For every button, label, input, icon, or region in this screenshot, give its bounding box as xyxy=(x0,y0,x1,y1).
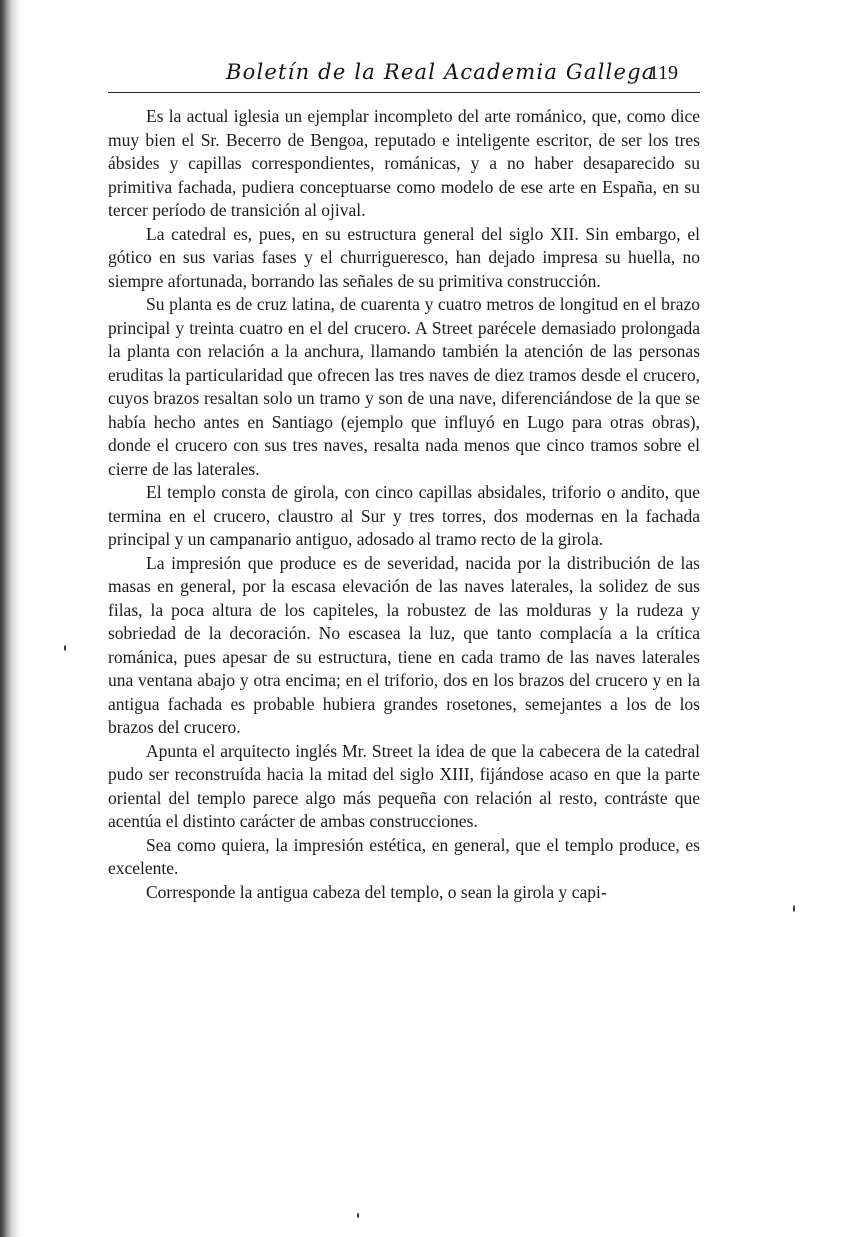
paragraph-8: Corresponde la antigua cabeza del templo, o sean la girola y capi- xyxy=(146,881,607,902)
body-text xyxy=(108,105,700,904)
paper-speck xyxy=(793,905,795,912)
paragraph-5: La impresión que produce es de severidad, nacida por la distribución de las masas en general, por la escasa elevación de las naves laterales, la solidez de sus filas, la poca altura de los capiteles, la robustez de las molduras y la rudeza y sobriedad de la decoración. No escasea la luz, que tanto complacía a la crítica románica, pues apesar de su estructura, tiene en cada tramo de las naves laterales una ventana abajo y otra encima; en el triforio, dos en los brazos del crucero y en la antigua fachada es probable hubiera grandes rosetones, semejantes a los de los brazos del crucero. xyxy=(108,552,700,737)
paragraph-4: El templo consta de girola, con cinco capillas absidales, triforio o andito, que termina en el crucero, claustro al Sur y tres torres, dos modernas en la fachada principal y un campanario antiguo, adosado al tramo recto de la girola. xyxy=(108,482,700,549)
paragraph-3: Su planta es de cruz latina, de cuarenta y cuatro metros de longitud en el brazo principal y treinta cuatro en el del crucero. A Street parécele demasiado prolongada la planta con relación a la anchura, llamando también la atención de las personas eruditas la particularidad que ofrecen las tres naves de diez tramos desde el crucero, cuyos brazos resaltan solo un tramo y son de una nave, diferenciándose de la que se había hecho antes en Santiago (ejemplo que influyó en Lugo para otras obras), donde el crucero con sus tres naves, resalta nada menos que cinco tramos sobre el cierre de las laterales. xyxy=(108,294,700,479)
paper-speck xyxy=(64,645,66,651)
paragraph-2: La catedral es, pues, en su estructura general del siglo XII. Sin embargo, el gótico en sus varias fases y el churrigueresco, han dejado impresa su huella, no siempre afortunada, borrando las señales de su primitiva construcción. xyxy=(108,223,700,291)
page-binding-edge xyxy=(0,0,22,1237)
page-header xyxy=(108,58,700,90)
header-rule xyxy=(108,92,700,93)
paragraph-1: Es la actual iglesia un ejemplar incompleto del arte románico, que, como dice muy bien el Sr. Becerro de Bengoa, reputado e inteligente escritor, de ser los tres ábsides y capillas correspondientes, románicas, y a no haber desaparecido su primitiva fachada, pudiera conceptuarse como modelo de ese arte en España, en su tercer período de transición al ojival. xyxy=(108,106,700,220)
paragraph-7: Sea como quiera, la impresión estética, en general, que el templo produce, es excelente. xyxy=(108,834,700,878)
running-title: Boletín de la Real Academia Gallega xyxy=(226,60,656,84)
page-number: 119 xyxy=(648,62,678,84)
paragraph-6: Apunta el arquitecto inglés Mr. Street la idea de que la cabecera de la catedral pudo ser reconstruída hacia la mitad del siglo XIII, fijándose acaso en que la parte oriental del templo parece algo más pequeña con relación al resto, contráste que acentúa el distinto carácter de ambas construcciones. xyxy=(108,740,700,831)
paper-speck xyxy=(357,1213,359,1218)
